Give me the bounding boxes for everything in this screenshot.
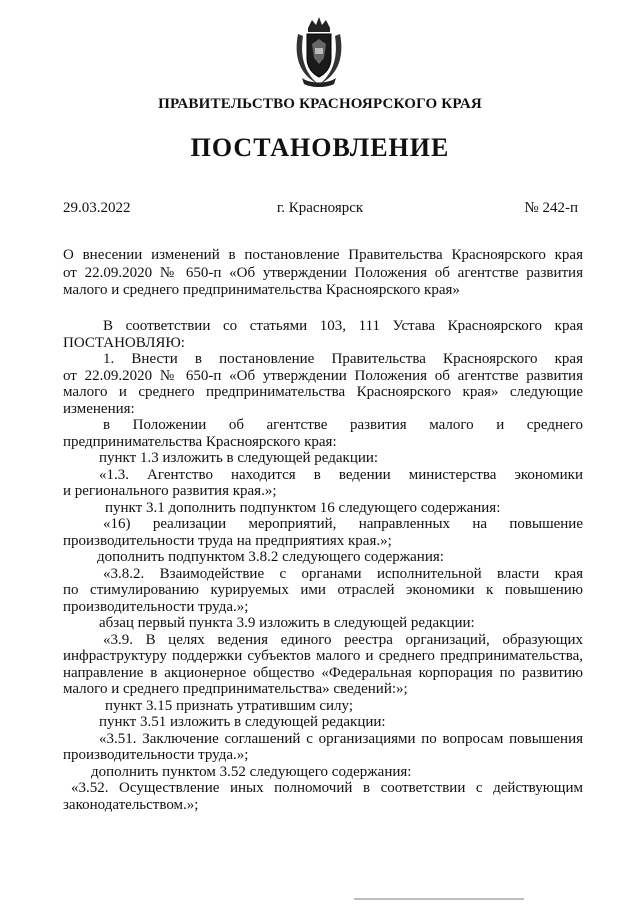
body-line: 1. Внести в постановление Правительства Красноярского края [103, 351, 583, 367]
document-number: № 242-п [524, 200, 578, 216]
body-line: изменения: [63, 400, 135, 417]
subject-line: от 22.09.2020 № 650-п «Об утверждении Положения об агентстве развития [63, 264, 583, 281]
document-subject [63, 247, 583, 300]
body-line: пункт 1.3 изложить в следующей редакции: [99, 450, 379, 466]
body-line: производительности труда.»; [63, 747, 249, 763]
body-line: инфраструктуру поддержки субъектов малого и среднего предпринимательства, [63, 648, 583, 664]
coat-of-arms-icon [294, 14, 344, 88]
body-line: пункт 3.51 изложить в следующей редакции: [99, 714, 386, 730]
body-line: пункт 3.1 дополнить подпунктом 16 следующего содержания: [105, 499, 501, 516]
body-line: законодательством.»; [63, 796, 199, 813]
body-line: от 22.09.2020 № 650-п «Об утверждении Положения об агентстве развития [63, 367, 583, 384]
document-date: 29.03.2022 [63, 200, 131, 216]
body-line: направление в акционерное общество «Федеральная корпорация по развитию [63, 664, 583, 681]
document-body [63, 318, 583, 813]
body-line: в Положении об агентстве развития малого и среднего [103, 417, 583, 433]
body-line: «3.51. Заключение соглашений с организациями по вопросам повышения [99, 730, 583, 747]
body-line: «16) реализации мероприятий, направленных на повышение [103, 516, 583, 532]
body-line: предпринимательства Красноярского края: [63, 433, 337, 450]
body-line: ПОСТАНОВЛЯЮ: [63, 334, 185, 351]
body-line: «1.3. Агентство находится в ведении министерства экономики [99, 466, 583, 483]
subject-line: малого и среднего предпринимательства Красноярского края» [63, 282, 460, 298]
document-city: г. Красноярск [276, 200, 364, 216]
body-line: дополнить подпунктом 3.8.2 следующего содержания: [97, 549, 444, 565]
body-line: малого и среднего предпринимательства Красноярского края» следующие [63, 384, 583, 400]
body-line: В соответствии со статьями 103, 111 Устава Красноярского края [103, 318, 583, 334]
document-type: ПОСТАНОВЛЕНИЕ [190, 133, 450, 162]
body-line: дополнить пунктом 3.52 следующего содержания: [91, 763, 412, 780]
government-name: ПРАВИТЕЛЬСТВО КРАСНОЯРСКОГО КРАЯ [158, 96, 482, 112]
body-line: малого и среднего предпринимательства» сведений:»; [63, 681, 408, 697]
body-line: «3.8.2. Взаимодействие с органами исполнительной власти края [103, 565, 583, 582]
body-line: «3.9. В целях ведения единого реестра организаций, образующих [103, 631, 583, 648]
body-line: «3.52. Осуществление иных полномочий в соответствии с действующим [71, 780, 583, 796]
subject-line: О внесении изменений в постановление Правительства Красноярского края [63, 247, 583, 263]
body-line: пункт 3.15 признать утратившим силу; [105, 697, 354, 714]
body-line: производительности труда на предприятиях края.»; [63, 532, 392, 549]
body-line: и регионального развития края.»; [63, 483, 277, 499]
body-line: по стимулированию курируемых ими отраслей экономики к повышению [63, 582, 583, 598]
body-line: производительности труда.»; [63, 598, 249, 615]
body-line: абзац первый пункта 3.9 изложить в следующей редакции: [99, 615, 475, 631]
page-bottom-mark [354, 898, 524, 900]
